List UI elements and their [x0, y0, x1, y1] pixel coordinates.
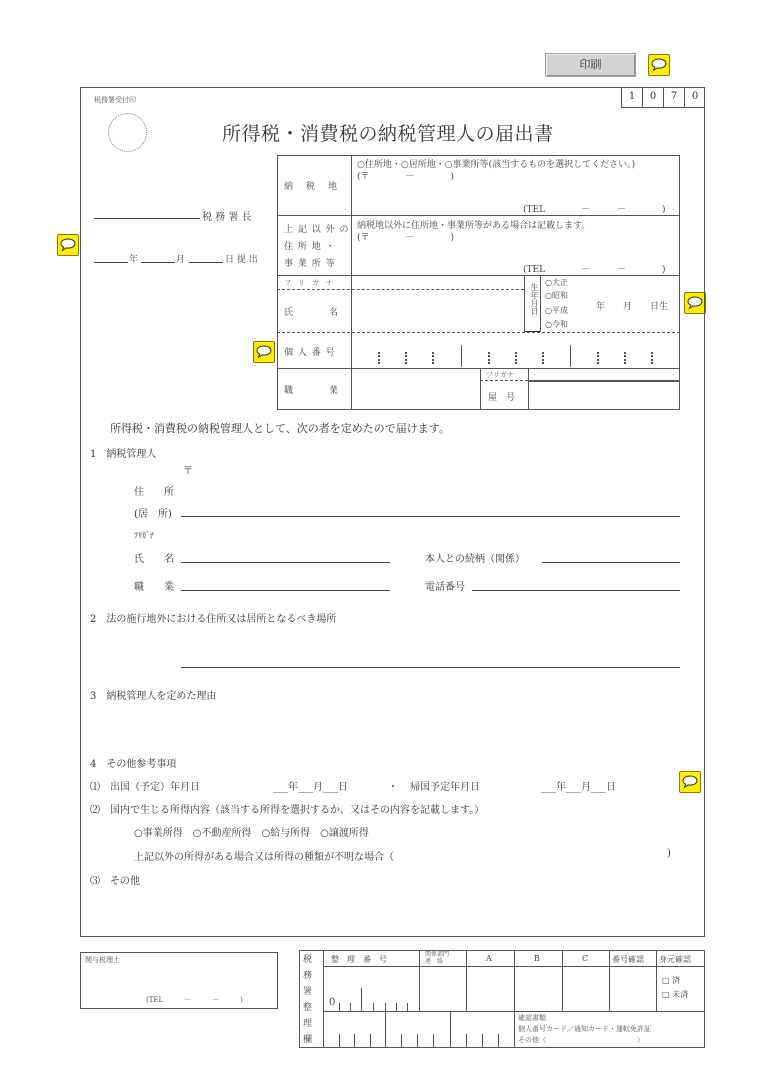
other-address-note: 納税地以外に住所地・事業所等がある場合は記載します。 — [357, 221, 591, 231]
nozeichi-postal[interactable]: (〒 － ) — [357, 172, 455, 182]
relation-input[interactable] — [542, 562, 680, 563]
other-address-label-3: 事 業 所 等 — [284, 259, 336, 269]
manager-job-input[interactable] — [181, 590, 390, 591]
form-number-digit: 7 — [664, 87, 685, 108]
postal-mark: 〒 — [183, 466, 193, 477]
tax-accountant-label: 関与税理士 — [85, 956, 120, 964]
form-number-digit: 1 — [621, 87, 643, 108]
identity-check-header: 身元確認 — [659, 955, 691, 964]
address-input[interactable] — [181, 516, 680, 517]
page-title: 所得税・消費税の納税管理人の届出書 — [222, 123, 554, 145]
identity-done-checkbox[interactable]: □ 済 — [662, 976, 681, 985]
form-number — [621, 87, 705, 108]
job-input[interactable] — [352, 369, 479, 409]
nozeichi-options[interactable]: ○住所地・○居所地・○事業所等(該当するものを選択してください。) — [357, 160, 636, 170]
office-use-char: 欄 — [303, 1035, 313, 1045]
name-input[interactable] — [352, 290, 523, 331]
comment-icon[interactable] — [57, 234, 79, 256]
col-b-header: B — [534, 954, 540, 963]
tax-accountant-tel: (TEL － － ) — [146, 996, 243, 1004]
other-income-input[interactable] — [440, 846, 665, 862]
furigana-label: フ リ ガ ナ — [284, 279, 333, 287]
receipt-stamp-label: 税務署受付印 — [94, 96, 136, 104]
related-dept-label: 関係部門 — [425, 951, 450, 958]
section1-title: 1 納税管理人 — [90, 449, 157, 460]
other-income-close: ) — [667, 848, 671, 859]
phone-label: 電話番号 — [425, 582, 465, 593]
office-use-char: 署 — [303, 987, 313, 997]
number-check-header: 番号確認 — [612, 955, 644, 964]
other-address-tel[interactable]: (TEL － － ) — [523, 265, 666, 275]
print-button[interactable]: 印刷 — [545, 53, 636, 77]
return-label: 帰国予定年月日 — [410, 782, 480, 793]
comment-icon[interactable] — [648, 54, 670, 76]
manager-job-label: 職 業 — [134, 582, 174, 593]
trade-name-label: 屋 号 — [488, 393, 516, 403]
section3-title: 3 納税管理人を定めた理由 — [90, 691, 217, 702]
manager-name-label: 氏 名 — [134, 554, 174, 565]
birth-date-units[interactable]: 年 月 日生 — [596, 302, 669, 312]
phone-input[interactable] — [472, 590, 680, 591]
mynumber-label: 個 人 番 号 — [284, 348, 336, 358]
manager-name-input[interactable] — [181, 562, 390, 563]
nozeichi-tel[interactable]: (TEL － － ) — [523, 205, 666, 215]
other-address-label-2: 住 所 地 ・ — [284, 242, 336, 252]
section4-title: 4 その他参考事項 — [90, 759, 177, 770]
return-date[interactable]: ___年___月___日 — [541, 782, 616, 793]
other-income-label: 上記以外の所得がある場合又は所得の種類が不明な場合（ — [134, 852, 394, 863]
birth-label: 生年月日 — [530, 283, 539, 315]
related-dept-header — [425, 951, 449, 965]
other-address-postal[interactable]: (〒 － ) — [357, 233, 455, 243]
departure-date[interactable]: ___年___月___日 — [273, 782, 348, 793]
nozeichi-label: 納 税 地 — [284, 182, 340, 192]
departure-label: ⑴ 出国（予定）年月日 — [90, 782, 200, 793]
era-reiwa[interactable]: ○令和 — [545, 320, 568, 329]
submit-year-label: 年 — [129, 255, 139, 265]
submit-month-label: 月 — [176, 255, 186, 265]
other-address-label-1: 上 記 以 外 の — [284, 225, 350, 235]
submit-day-input[interactable] — [189, 262, 223, 263]
reason-input[interactable] — [110, 703, 680, 748]
receipt-stamp-circle — [108, 113, 147, 152]
submit-year-input[interactable] — [94, 262, 128, 263]
tax-office-input-line[interactable] — [94, 218, 200, 219]
income-label: ⑵ 国内で生じる所得内容（該当する所得を選択するか、又はその内容を記載します。） — [90, 805, 485, 816]
col-a-header: A — [486, 954, 492, 963]
form-number-digit: 0 — [685, 87, 705, 108]
docs-other: その他（ ） — [518, 1036, 644, 1044]
furigana-input[interactable] — [352, 276, 523, 289]
date-separator: ・ — [388, 782, 398, 793]
address-label: 住 所 — [134, 487, 174, 498]
era-heisei[interactable]: ○平成 — [545, 306, 568, 315]
era-taisho[interactable]: ○大正 — [545, 278, 568, 287]
relation-label: 本人との続柄（関係） — [425, 554, 525, 565]
docs-list: 個人番号カード／通知カード・運転免許証 — [518, 1025, 651, 1033]
residence-label: (居 所) — [134, 509, 172, 520]
docs-title: 確認書類 — [518, 1014, 546, 1022]
furigana-label-1: ﾌﾘｶﾞﾅ — [134, 531, 154, 540]
section2-title: 2 法の施行地外における住所又は居所となるべき場所 — [90, 614, 337, 625]
identity-not-done-checkbox[interactable]: □ 未済 — [662, 990, 689, 999]
office-use-label — [303, 952, 312, 1048]
submit-month-input[interactable] — [141, 262, 175, 263]
serial-prefix: 0 — [329, 997, 336, 1008]
tax-office-suffix: 税 務 署 長 — [202, 212, 252, 223]
serial-number-header: 整 理 番 号 — [331, 955, 387, 964]
job-label: 職 業 — [284, 386, 339, 396]
col-c-header: C — [582, 954, 589, 963]
intro-text: 所得税・消費税の納税管理人として、次の者を定めたので届けます。 — [110, 422, 450, 435]
office-use-char: 税 — [303, 955, 313, 965]
office-use-char: 整 — [303, 1003, 313, 1013]
trade-furigana-label: フリガナ — [486, 371, 514, 379]
other-label: ⑶ その他 — [90, 876, 140, 887]
trade-name-input[interactable] — [529, 382, 679, 409]
era-showa[interactable]: ○昭和 — [545, 291, 568, 300]
form-number-digit: 0 — [643, 87, 664, 108]
office-use-char: 務 — [303, 971, 313, 981]
overseas-address-input[interactable] — [181, 667, 680, 668]
income-options[interactable]: ○事業所得 ○不動産所得 ○給与所得 ○譲渡所得 — [134, 828, 369, 839]
name-label: 氏 名 — [284, 308, 339, 318]
office-use-char: 理 — [303, 1019, 313, 1029]
submit-day-label: 日 提 出 — [225, 255, 258, 265]
contact-label: 連 絡 — [425, 958, 444, 965]
